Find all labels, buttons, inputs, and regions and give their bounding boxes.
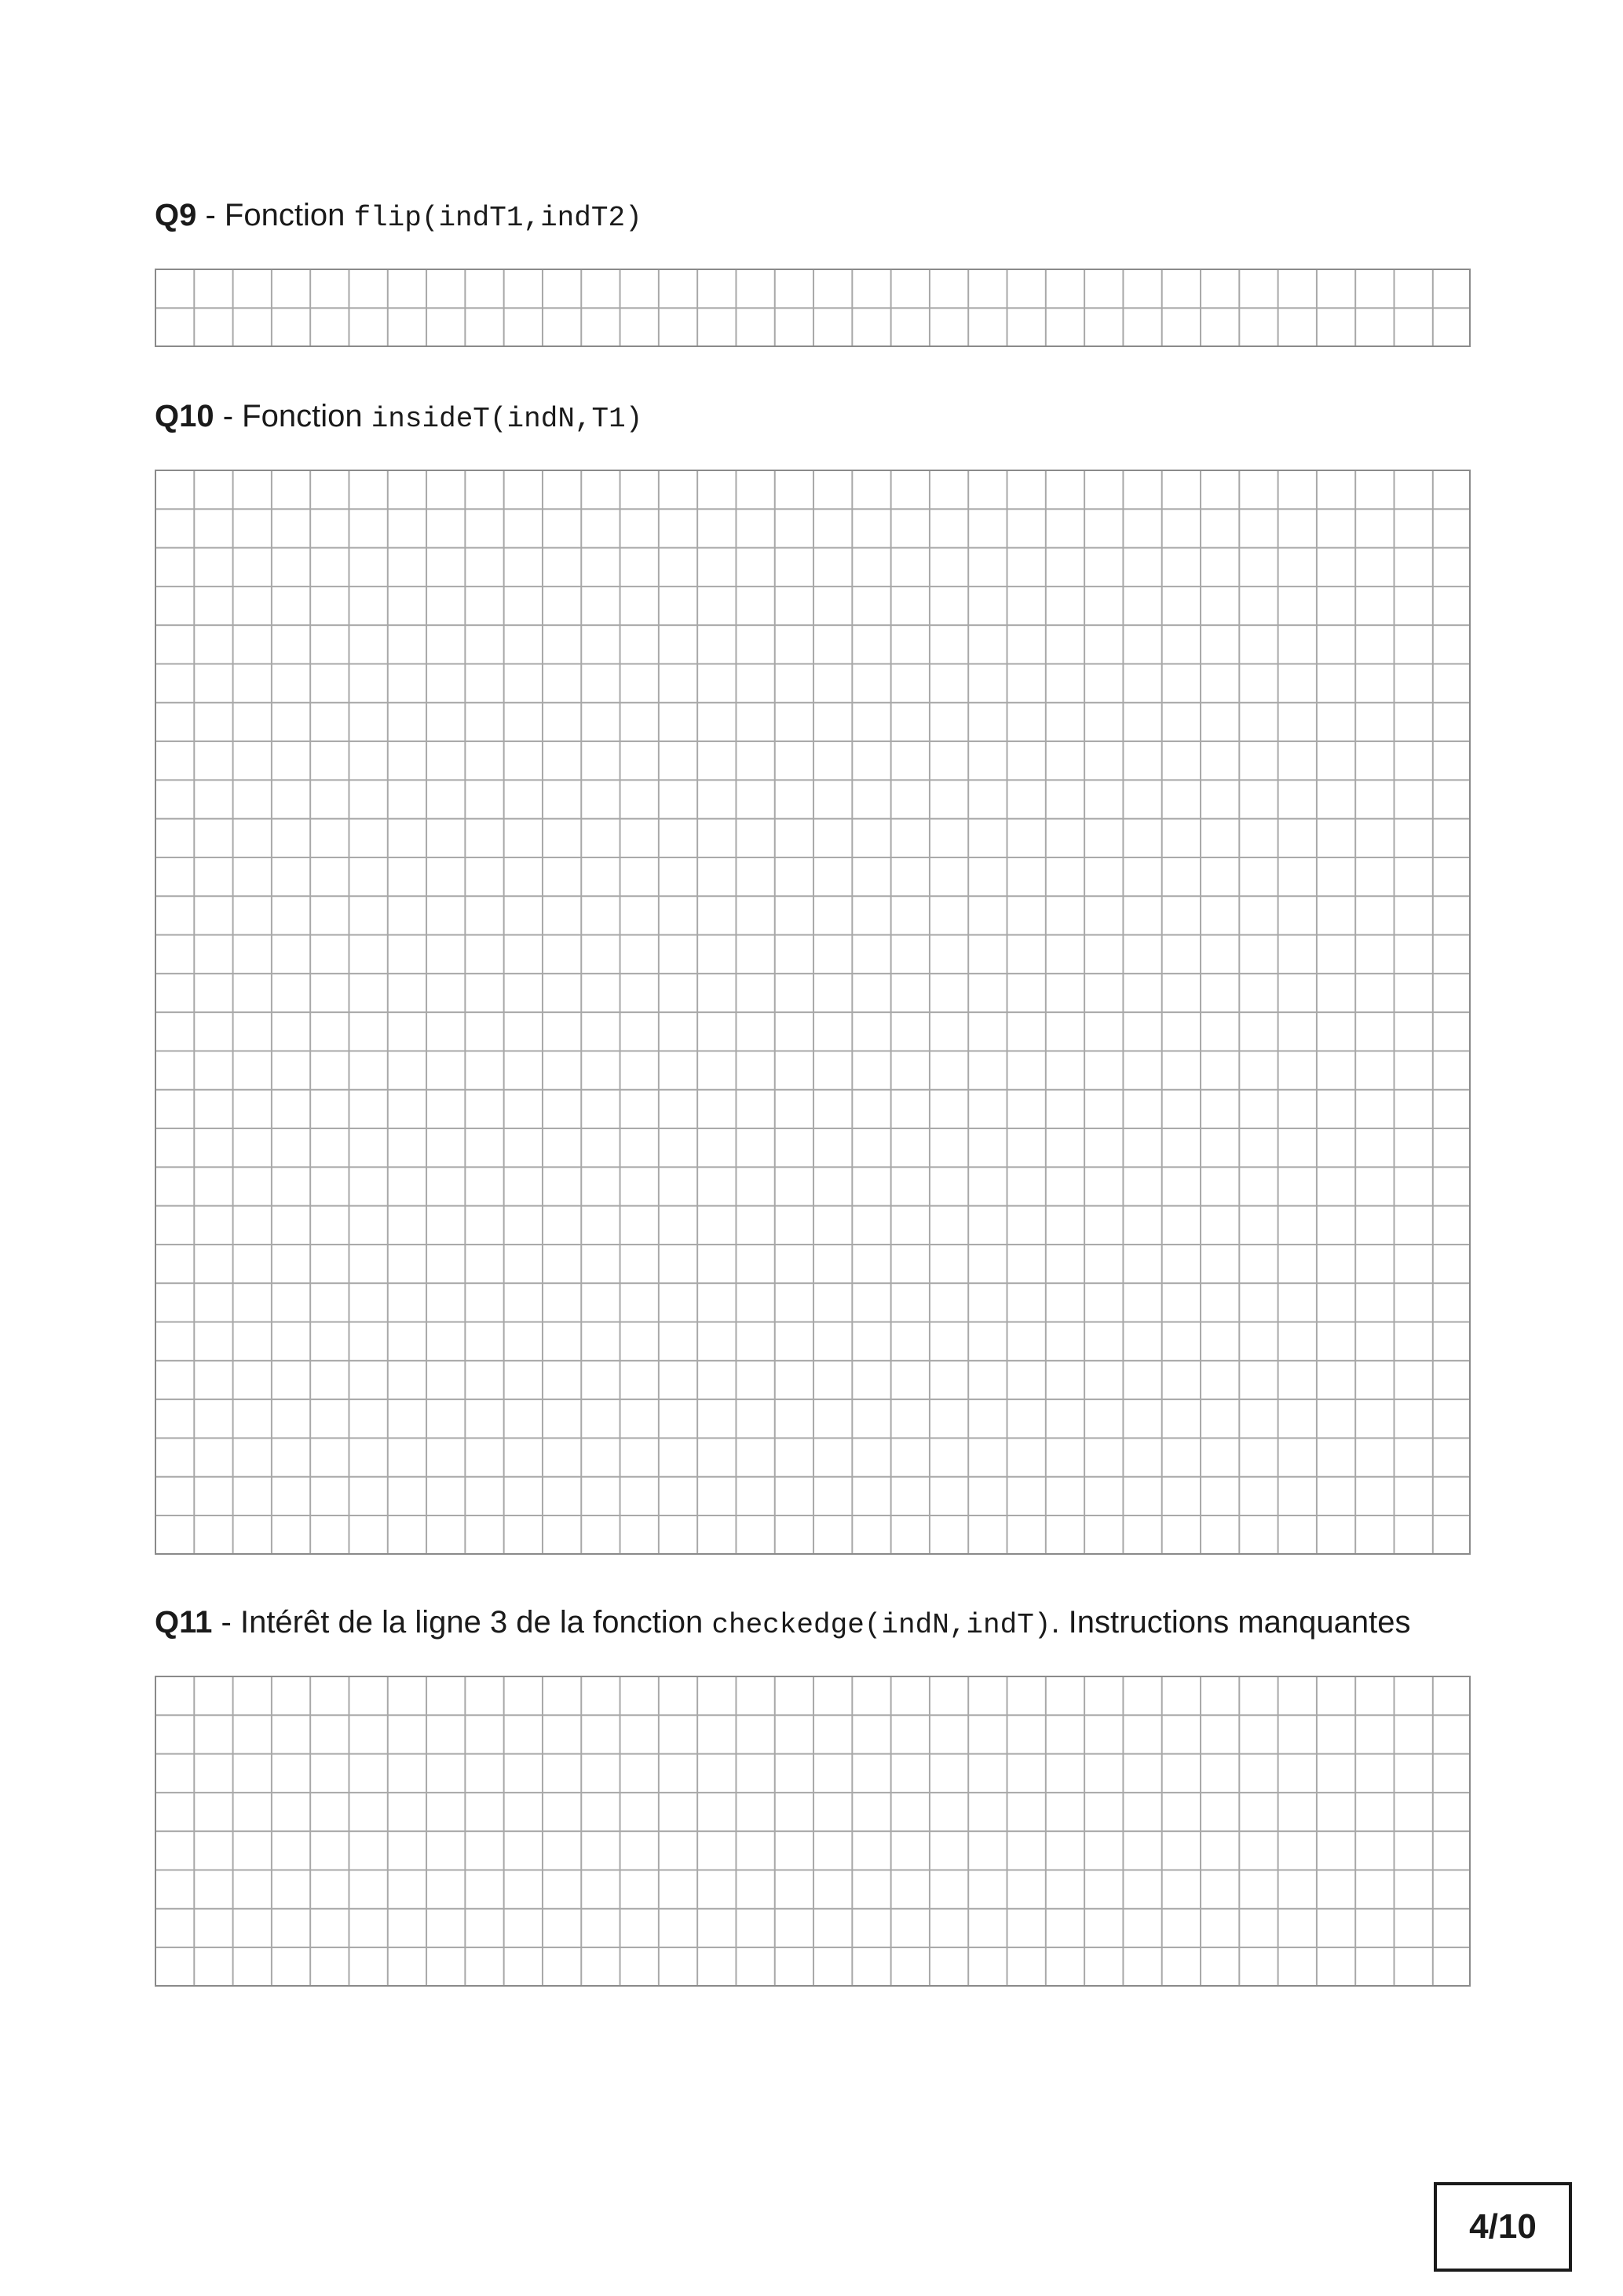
question-separator: -: [214, 399, 243, 433]
question-text: Fonction: [242, 399, 371, 433]
page-number-box: [1434, 2182, 1572, 2272]
answer-grid-q9[interactable]: [155, 269, 1471, 347]
answer-grid-q11[interactable]: [155, 1676, 1471, 1987]
question-text: Intérêt de la ligne 3 de la fonction: [239, 1605, 712, 1640]
function-signature: checkedge(indN,indT): [711, 1609, 1051, 1641]
function-signature: flip(indT1,indT2): [353, 202, 642, 234]
question-suffix: . Instructions manquantes: [1051, 1605, 1411, 1640]
question-number: Q10: [155, 399, 214, 433]
page-number: 4/10: [1469, 2207, 1537, 2246]
question-q11-heading: [155, 1603, 1410, 1644]
question-text: Fonction: [224, 198, 354, 232]
question-q10-heading: [155, 397, 642, 438]
question-separator: -: [212, 1605, 240, 1640]
question-separator: -: [196, 198, 225, 232]
answer-grid-q10[interactable]: [155, 470, 1471, 1555]
question-number: Q11: [155, 1605, 213, 1640]
question-number: Q9: [155, 198, 197, 232]
question-q9-heading: [155, 196, 642, 237]
function-signature: insideT(indN,T1): [371, 403, 643, 435]
